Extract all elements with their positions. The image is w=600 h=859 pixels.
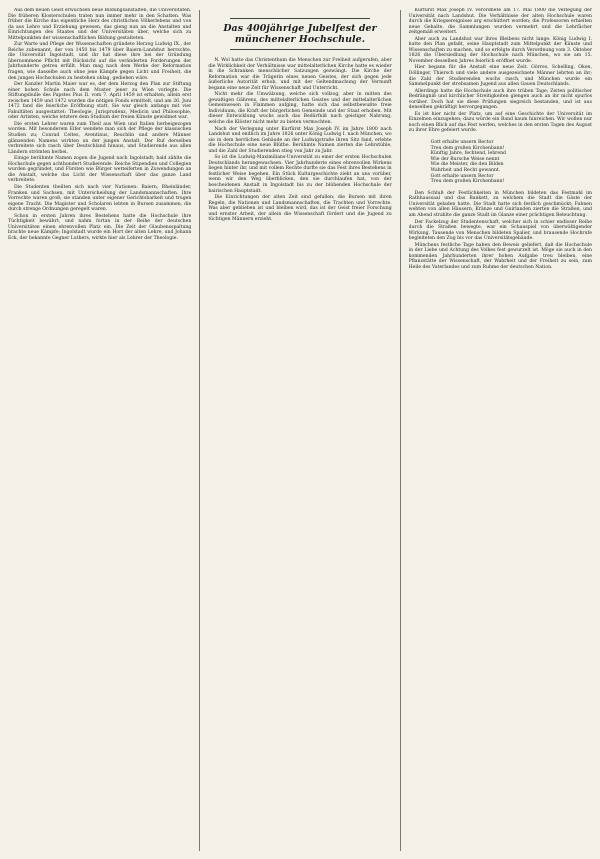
column-divider — [199, 10, 200, 851]
paragraph: Münchens festliche Tage haben den Beweis geliefert, daß die Hochschule in der Liebe und Achtung des Volkes fest gewurzelt ist. Möge sie auch in den kommenden Jahrhunderten ihrer hohen Aufgabe treu bleiben, eine Pflanzstätte der Wissenschaft, der Wahrheit und der Freiheit zu sein, zum Heile des Vaterlandes und zum Ruhme der deutschen Nation. — [408, 242, 592, 270]
verse-line: Wie die Meister, die den Bilden — [430, 162, 504, 168]
paragraph: Aus dem neuen Geist erwuchsen neue Bildungsanstalten, die Universitäten. Die früheren Klosterschulen traten nun immer mehr in den Schatten. Was früher die Kirche das eigentliche Herz des christlichen Völkerlebens und von da aus Lehre und Erziehung gewesen, das gieng nun an die Anstalten und Einrichtungen des Staates und der Universitäten über, welche sich zu Mittelpunkten der wissenschaftlichen Bildung gestalteten. — [8, 8, 192, 41]
paragraph: Aber auch zu Landshut war ihres Bleibens nicht lange. König Ludwig I. hatte den Plan gefaßt, seine Hauptstadt zum Mittelpunkt der Künste und Wissenschaften zu machen, und so erfolgte durch Verordnung vom 3. Oktober 1826 die Übersiedlung der Hochschule nach München, wo sie am 15. November desselben Jahres feierlich eröffnet wurde. — [408, 36, 592, 64]
verse-line: Wie der Bursche Weise nennt — [430, 156, 500, 162]
paragraph: Der Fackelzug der Studentenschaft, welcher sich in schier endloser Reihe durch die Straßen bewegte, war ein Schauspiel von überwältigender Wirkung. Tausende von Menschen bildeten Spalier, und brausende Hochrufe begleiteten den Zug bis vor das Universitätsgebäude. — [408, 219, 592, 242]
verse-line: Wahrheit und Recht gewannt. — [430, 168, 501, 173]
paragraph: Den Schluß der Festlichkeiten in München bildeten das Festmahl im Rathhaussaal und das Bankett, zu welchem die Stadt die Gäste der Universität geladen hatte. Die Stadt hatte sich festlich geschmückt; Fahnen wehten von allen Häusern, Kränze und Guirlanden zierten die Straßen, und am Abend strahlte die ganze Stadt im Glanze einer prächtigen Beleuchtung. — [408, 190, 592, 218]
headline-rule-bottom — [230, 49, 369, 50]
paragraph: So ist die Ludwig-Maximilians-Universität zu einer der ersten Hochschulen Deutschlands herangewachsen. Vier Jahrhunderte eines ehrenvollen Wirkens liegen hinter ihr, und mit vollem Rechte durfte sie das Fest ihres Bestehens in festlicher Weise begehen. Ein Stück Kulturgeschichte zieht an uns vorüber, wenn wir den Weg überblicken, den sie durchlaufen hat, von der bescheidenen Anstalt in Ingolstadt bis zu der blühenden Hochschule der bairischen Hauptstadt. — [208, 155, 392, 194]
verse-line: Treu dem großen Kirchenbann! — [430, 179, 505, 185]
verse-line: Gott erhalte unsern Rector — [430, 173, 494, 179]
paragraph: Allerdings hatte die Hochschule auch ihre trüben Tage; Zeiten politischer Bedrängniß und kirchlicher Streitigkeiten giengen auch an ihr nicht spurlos vorüber. Doch hat sie diese Prüfungen siegreich bestanden, und ist aus denselben gekräftigt hervorgegangen. — [408, 88, 592, 111]
paragraph: Nicht mehr die Umwälzung, welche sich vollzog, aber in mitten des gewaltigen Gährens, des mittelalterlichen Geistes und der mittelalterlichen Gemeinwesen in Flammen aufging, hatte sich das selbstbewußte freie Individuum, die Kraft der bürgerlichen Gemeinde und der Staat erhoben. Mit dieser Entwicklung wuchs auch das Bedürfniß nach geistiger Nahrung, welche die Klöster nicht mehr zu bieten vermochten. — [208, 92, 392, 126]
column-2 — [208, 8, 391, 853]
paragraph: N. Wol hatte das Christenthum die Menschen zur Freiheit aufgerufen, aber die Wirklichkeit der Verhältnisse war mittelalterlichen Kirche hatte es wieder in die Schranken menschlicher Satzungen gezwängt. Die Kirche der Reformation war die Trägerin eines neuen Geistes, der sich gegen jede äußerliche Autorität erhob, und mit der Geltendmachung der Vernunft begann eine neue Zeit für Wissenschaft und Unterricht. — [208, 58, 392, 91]
verse-line: Gott erhalte unsern Rector — [430, 140, 494, 146]
column-divider — [400, 10, 401, 851]
headline-block — [208, 18, 391, 50]
verse-block — [431, 140, 592, 185]
paragraph: Hier begann für die Anstalt eine neue Zeit. Görres, Schelling, Oken, Döllinger, Thiersch und viele andere ausgezeichnete Männer lehrten an ihr; die Zahl der Studierenden wuchs rasch, und München wurde ein Sammelpunkt der strebsamen Jugend aus allen Gauen Deutschlands. — [408, 65, 592, 88]
paragraph: Nach der Verlegung unter Kurfürst Max Joseph IV. im Jahre 1800 nach Landshut und endlich im Jahre 1826 unter König Ludwig I. nach München, wo sie in dem herrlichen Gebäude an der Ludwigstraße ihren Sitz fand, erlebte die Hochschule eine neue Blüthe. Berühmte Namen zierten die Lehrstühle, und die Zahl der Studierenden stieg von Jahr zu Jahr. — [208, 126, 392, 154]
headline-rule-top — [230, 18, 369, 19]
paragraph: Zur Warte und Pflege der Wissenschaften gründete Herzog Ludwig IX., der Reiche zubenannt, der von 1450 bis 1479 über Baiern-Landshut herrschte, die Universität Ingolstadt, und ihr hat diese ihre bei der Gründung übernommene Pflicht mit Rücksicht auf die veränderten Forderungen der Jahrhunderte getreu erfüllt. Man mag nach dem Werke der Reformation fragen, wie dasselbe auch ohne jene Kämpfe gegen Licht und Freiheit, die den jungen Hochschulen zu bestehen oblag, gediehen wäre. — [8, 42, 192, 81]
paragraph: Der Kanzler Martin Maier war es, der dem Herzog den Plan zur Stiftung einer hohen Schule nach dem Muster jener zu Wien vorlegte. Die Stiftungsbulle des Papstes Pius II. vom 7. April 1459 ist erhalten; allein erst zwischen 1459 und 1472 wurden die nötigen Fonds ermittelt, und am 26. Juni 1472 fand die feierliche Eröffnung statt. Sie war gleich anfangs mit vier Fakultäten ausgestattet: Theologie, Jurisprudenz, Medicin und Philosophie, oder Artisten, welche letztere dem Studium der freien Künste gewidmet war. — [8, 82, 192, 121]
paragraph: Schon in ersten Jahren ihres Bestehens hatte die Hochschule ihre Tüchtigkeit bewährt, und nahm fortan in der Reihe der deutschen Universitäten einen ehrenvollen Platz ein. Die Zeit der Glaubensspaltung brachte neue Kämpfe; Ingolstadt wurde ein Hort der alten Lehre, und Johann Eck, der bekannte Gegner Luthers, wirkte hier als Lehrer der Theologie. — [8, 213, 192, 241]
article-headline: Das 400jährige Jubelfest der münchener Hochschule. — [223, 23, 377, 45]
verse-line: Künftig Jahre, fechtend, lehrend — [430, 151, 506, 157]
paragraph: Die Studenten theilten sich nach vier Nationen: Baiern, Rheinländer, Franken und Sachsen, mit Unterscheidung der Landsmannschaften. Ihre Vorrechte waren groß; sie standen unter eigener Gerichtsbarkeit und trugen eigene Tracht. Die Magister und Scholaren lebten in Bursen zusammen, die durch strenge Ordnungen geregelt waren. — [8, 184, 192, 213]
paragraph: Die ersten Lehrer waren zum Theil aus Wien und Italien herbeigezogen worden. Mit besonderem Eifer wendete man sich der Pflege der klassischen Studien zu; Conrad Celtes, Aventinus, Reuchlin und andere Männer glänzenden Namens wirkten an der jungen Anstalt. Der Ruf derselben verbreitete sich rasch über Deutschland hinaus, und Studierende aus allen Ländern strömten herbei. — [8, 121, 192, 155]
paragraph: Kurfürst Max Joseph IV. verordnete am 17. Mai 1800 die Verlegung der Universität nach Landshut. Die Verhältnisse der alten Hochschule waren durch die Kriegsereignisse arg erschüttert worden; die Professoren erhielten neue Gehalte, die Sammlungen wurden vermehrt und die Lehrfächer zeitgemäß erweitert. — [408, 8, 592, 36]
verse-line: Treu dem großen Kirchenbann! — [430, 145, 505, 151]
paragraph: Einige berühmte Namen zogen die Jugend nach Ingolstadt; bald zählte die Hochschule gegen achthundert Studierende. Reiche Stipendien und Collegien wurden gegründet, und Fürsten wie Bürger wetteiferten in Zuwendungen an die Anstalt, welche das Licht der Wissenschaft über das ganze Land verbreitete. — [8, 156, 192, 184]
paragraph: Die Einrichtungen der alten Zeit sind gefallen; die Bursen mit ihren Regeln, die Nationen und Landsmannschaften, die Trachten und Vorrechte. Was aber geblieben ist und bleiben wird, das ist der Geist freier Forschung und ernster Arbeit, der allein die Wissenschaft fördert und die Jugend zu tüchtigen Männern erzieht. — [208, 195, 392, 223]
paragraph: Es ist hier nicht der Platz, um auf eine Geschichte der Universität im Einzelnen einzugehen; dazu würde ein Band kaum hinreichen. Wir wollen nur noch einen Blick auf das Fest werfen, welches in den ersten Tagen des August zu ihrer Ehre gefeiert wurde. — [408, 111, 592, 134]
column-3 — [409, 8, 592, 853]
column-1 — [8, 8, 191, 853]
